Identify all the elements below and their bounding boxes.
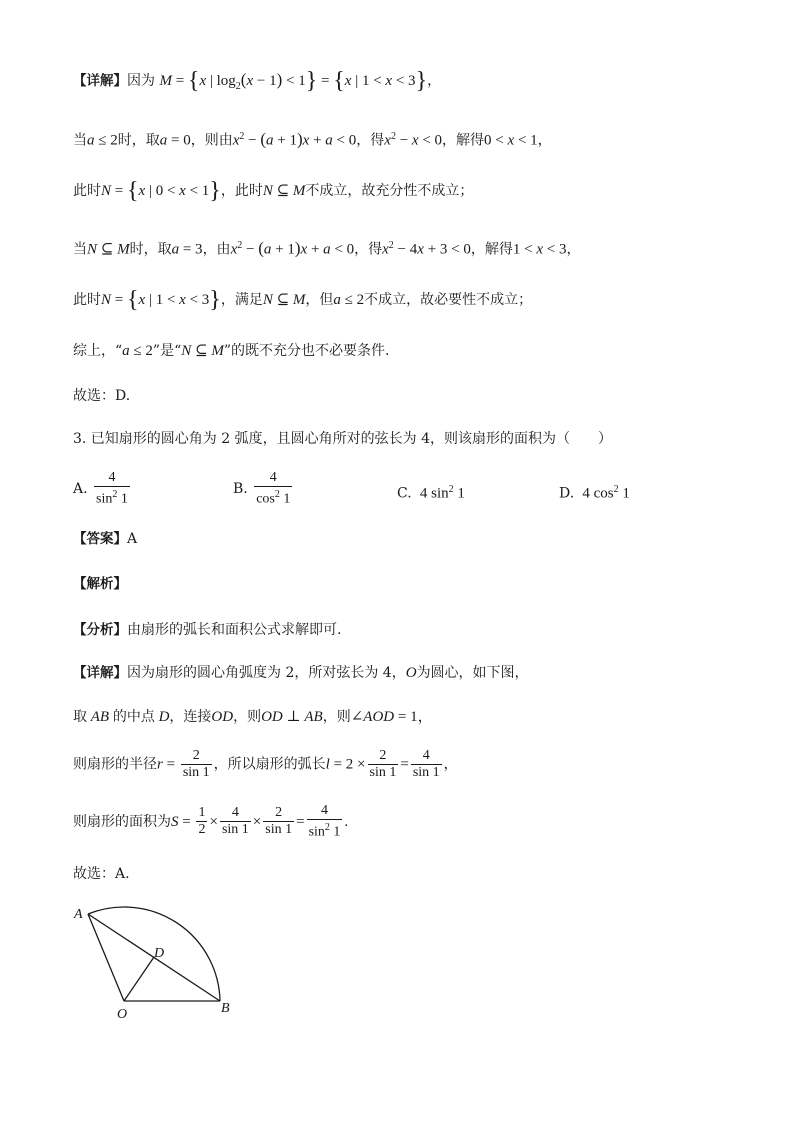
step1-line: 取 AB 的中点 D，连接OD，则OD ⊥ AB，则∠AOD = 1， [73,709,433,725]
question-3: 3. 已知扇形的圆心角为 2 弧度，且圆心角所对的弦长为 4，则该扇形的面积为（ ） [73,431,612,447]
options-row [73,470,713,512]
option-a[interactable]: A. $\frac{4}{\sin^2 1}$ [73,470,128,507]
detail-line-3: 此时N = {x | 0 < x < 1}，此时N ⊆ M不成立，故充分性不成立； [73,178,474,204]
label-a: A [74,907,83,922]
option-d[interactable]: D. 4 $\cos^2 1$ [559,484,630,502]
label-o: O [117,1007,128,1022]
segment-oa [88,914,124,1001]
detail-line-4: 当N ⊆ M时，取a = 3，由$x^2 - (a + 1)x + a < 0$，得$x^2 - 4x + 3 < 0$，解得1 < x < 3， [73,238,581,258]
choose-d: 故选：D. [73,388,131,404]
label-d: D [154,946,165,961]
step3-line: 则扇形的面积为S = $\frac{1}{2}$ × $\frac{4}{\sin 1}$ × $\frac{2}{\sin 1}$ = $\frac{4}{\sin^2 1}$ . [73,803,349,840]
segment-od [124,957,154,1001]
analysis-line [73,574,127,594]
step2-line: 则扇形的半径r = $\frac{2}{\sin 1}$ ，所以扇形的弧长l = 2 × $\frac{2}{\sin 1}$ = $\frac{4}{\sin 1}$ ， [73,748,458,780]
fenxi-line: 【分析】由扇形的弧长和面积公式求解即可. [73,622,342,638]
answer-line [73,529,137,549]
detail-line-2: 当a ≤ 2时，取a = 0，则由$x^2 - (a + 1)x + a < 0$，得$x^2 - x < 0$，解得0 < x < 1， [73,129,552,149]
analysis-tag: 【解析】 [73,576,127,592]
detail-tag: 【详解】 [73,73,127,89]
detail2-line: 【详解】因为扇形的圆心角弧度为 2，所对弦长为 4，O为圆心，如下图， [73,665,529,681]
option-c[interactable]: C. 4 $\sin^2 1$ [397,484,465,502]
label-b: B [221,1001,230,1016]
option-b[interactable]: B. $\frac{4}{\cos^2 1}$ [233,470,291,507]
detail-line-1: 【详解】因为 M = {x | $\log_2(x - 1) < 1\} = \{x$ | 1 < x < 3}， [73,68,442,94]
detail2-tag: 【详解】 [73,665,127,681]
set-m-definition: M [159,73,172,89]
choose-a: 故选：A. [73,866,130,882]
answer-value: A [127,531,138,547]
fenxi-tag: 【分析】 [73,622,127,638]
sector-diagram [68,900,248,1030]
detail-line-6: 综上，“a ≤ 2”是“N ⊆ M”的既不充分也不必要条件. [73,343,390,359]
detail-line-5: 此时N = {x | 1 < x < 3}，满足N ⊆ M，但a ≤ 2不成立，故必要性不成立； [73,287,533,313]
answer-tag: 【答案】 [73,531,127,547]
